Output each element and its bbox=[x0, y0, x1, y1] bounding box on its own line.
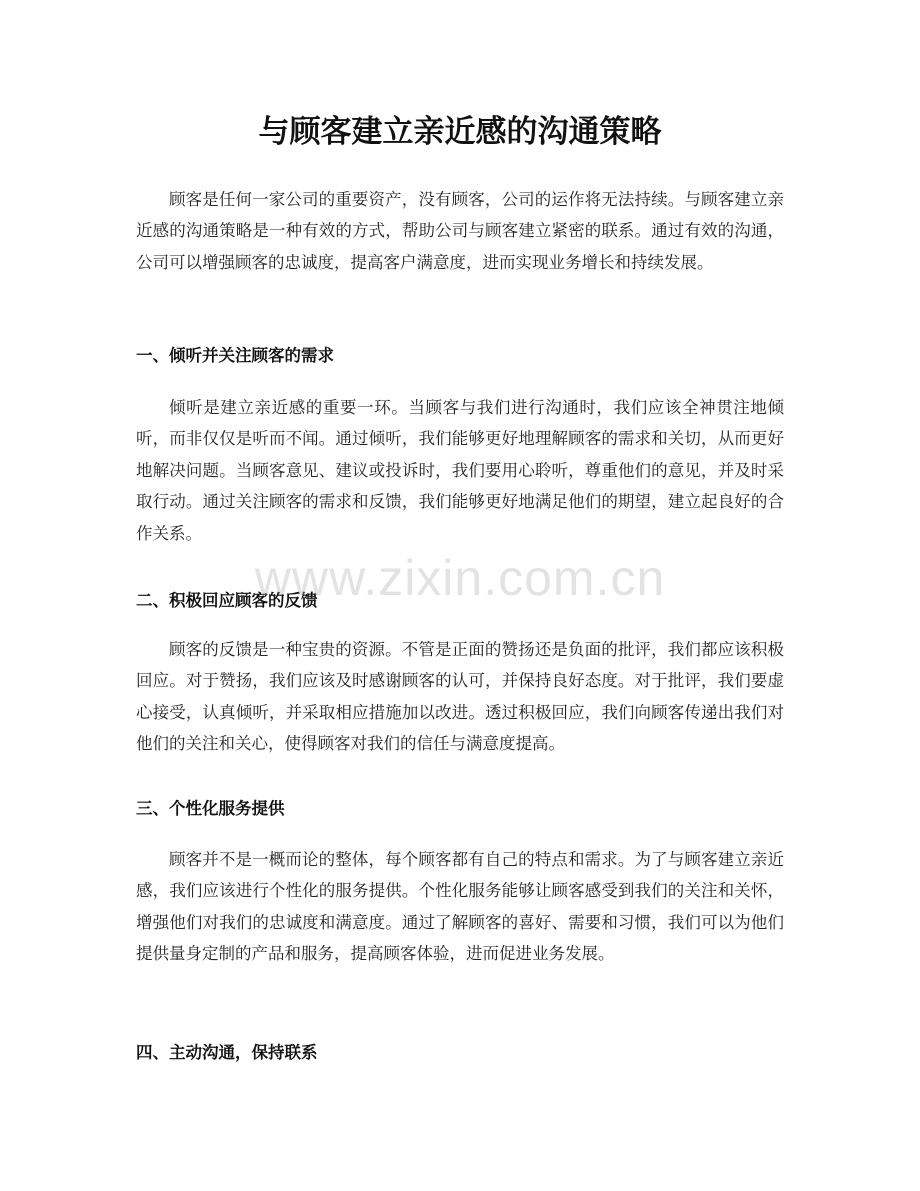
section-3-body: 顾客并不是一概而论的整体，每个顾客都有自己的特点和需求。为了与顾客建立亲近感，我们应该进行个性化的服务提供。个性化服务能够让顾客感受到我们的关注和关怀，增强他们对我们的忠诚度和满意度。通过了解顾客的喜好、需要和习惯，我们可以为他们提供量身定制的产品和服务，提高顾客体验，进而促进业务发展。 bbox=[136, 850, 784, 964]
section-2-heading: 二、积极回应顾客的反馈 bbox=[136, 591, 318, 610]
document-title: 与顾客建立亲近感的沟通策略 bbox=[258, 114, 662, 150]
intro-paragraph: 顾客是任何一家公司的重要资产，没有顾客，公司的运作将无法持续。与顾客建立亲近感的沟通策略是一种有效的方式，帮助公司与顾客建立紧密的联系。通过有效的沟通，公司可以增强顾客的忠诚度，提高客户满意度，进而实现业务增长和持续发展。 bbox=[136, 190, 784, 272]
section-1-body: 倾听是建立亲近感的重要一环。当顾客与我们进行沟通时，我们应该全神贯注地倾听，而非仅仅是听而不闻。通过倾听，我们能够更好地理解顾客的需求和关切，从而更好地解决问题。当顾客意见、建议或投诉时，我们要用心聆听，尊重他们的意见，并及时采取行动。通过关注顾客的需求和反馈，我们能够更好地满足他们的期望，建立起良好的合作关系。 bbox=[136, 398, 784, 543]
section-3-heading: 三、个性化服务提供 bbox=[136, 799, 285, 818]
section-2-body: 顾客的反馈是一种宝贵的资源。不管是正面的赞扬还是负面的批评，我们都应该积极回应。对于赞扬，我们应该及时感谢顾客的认可，并保持良好态度。对于批评，我们要虚心接受，认真倾听，并采取相应措施加以改进。透过积极回应，我们向顾客传递出我们对他们的关注和关心，使得顾客对我们的信任与满意度提高。 bbox=[136, 640, 784, 754]
section-4-heading: 四、主动沟通，保持联系 bbox=[136, 1043, 318, 1062]
watermark: www.zixin.com.cn bbox=[254, 550, 666, 606]
section-1-heading: 一、倾听并关注顾客的需求 bbox=[136, 346, 334, 365]
